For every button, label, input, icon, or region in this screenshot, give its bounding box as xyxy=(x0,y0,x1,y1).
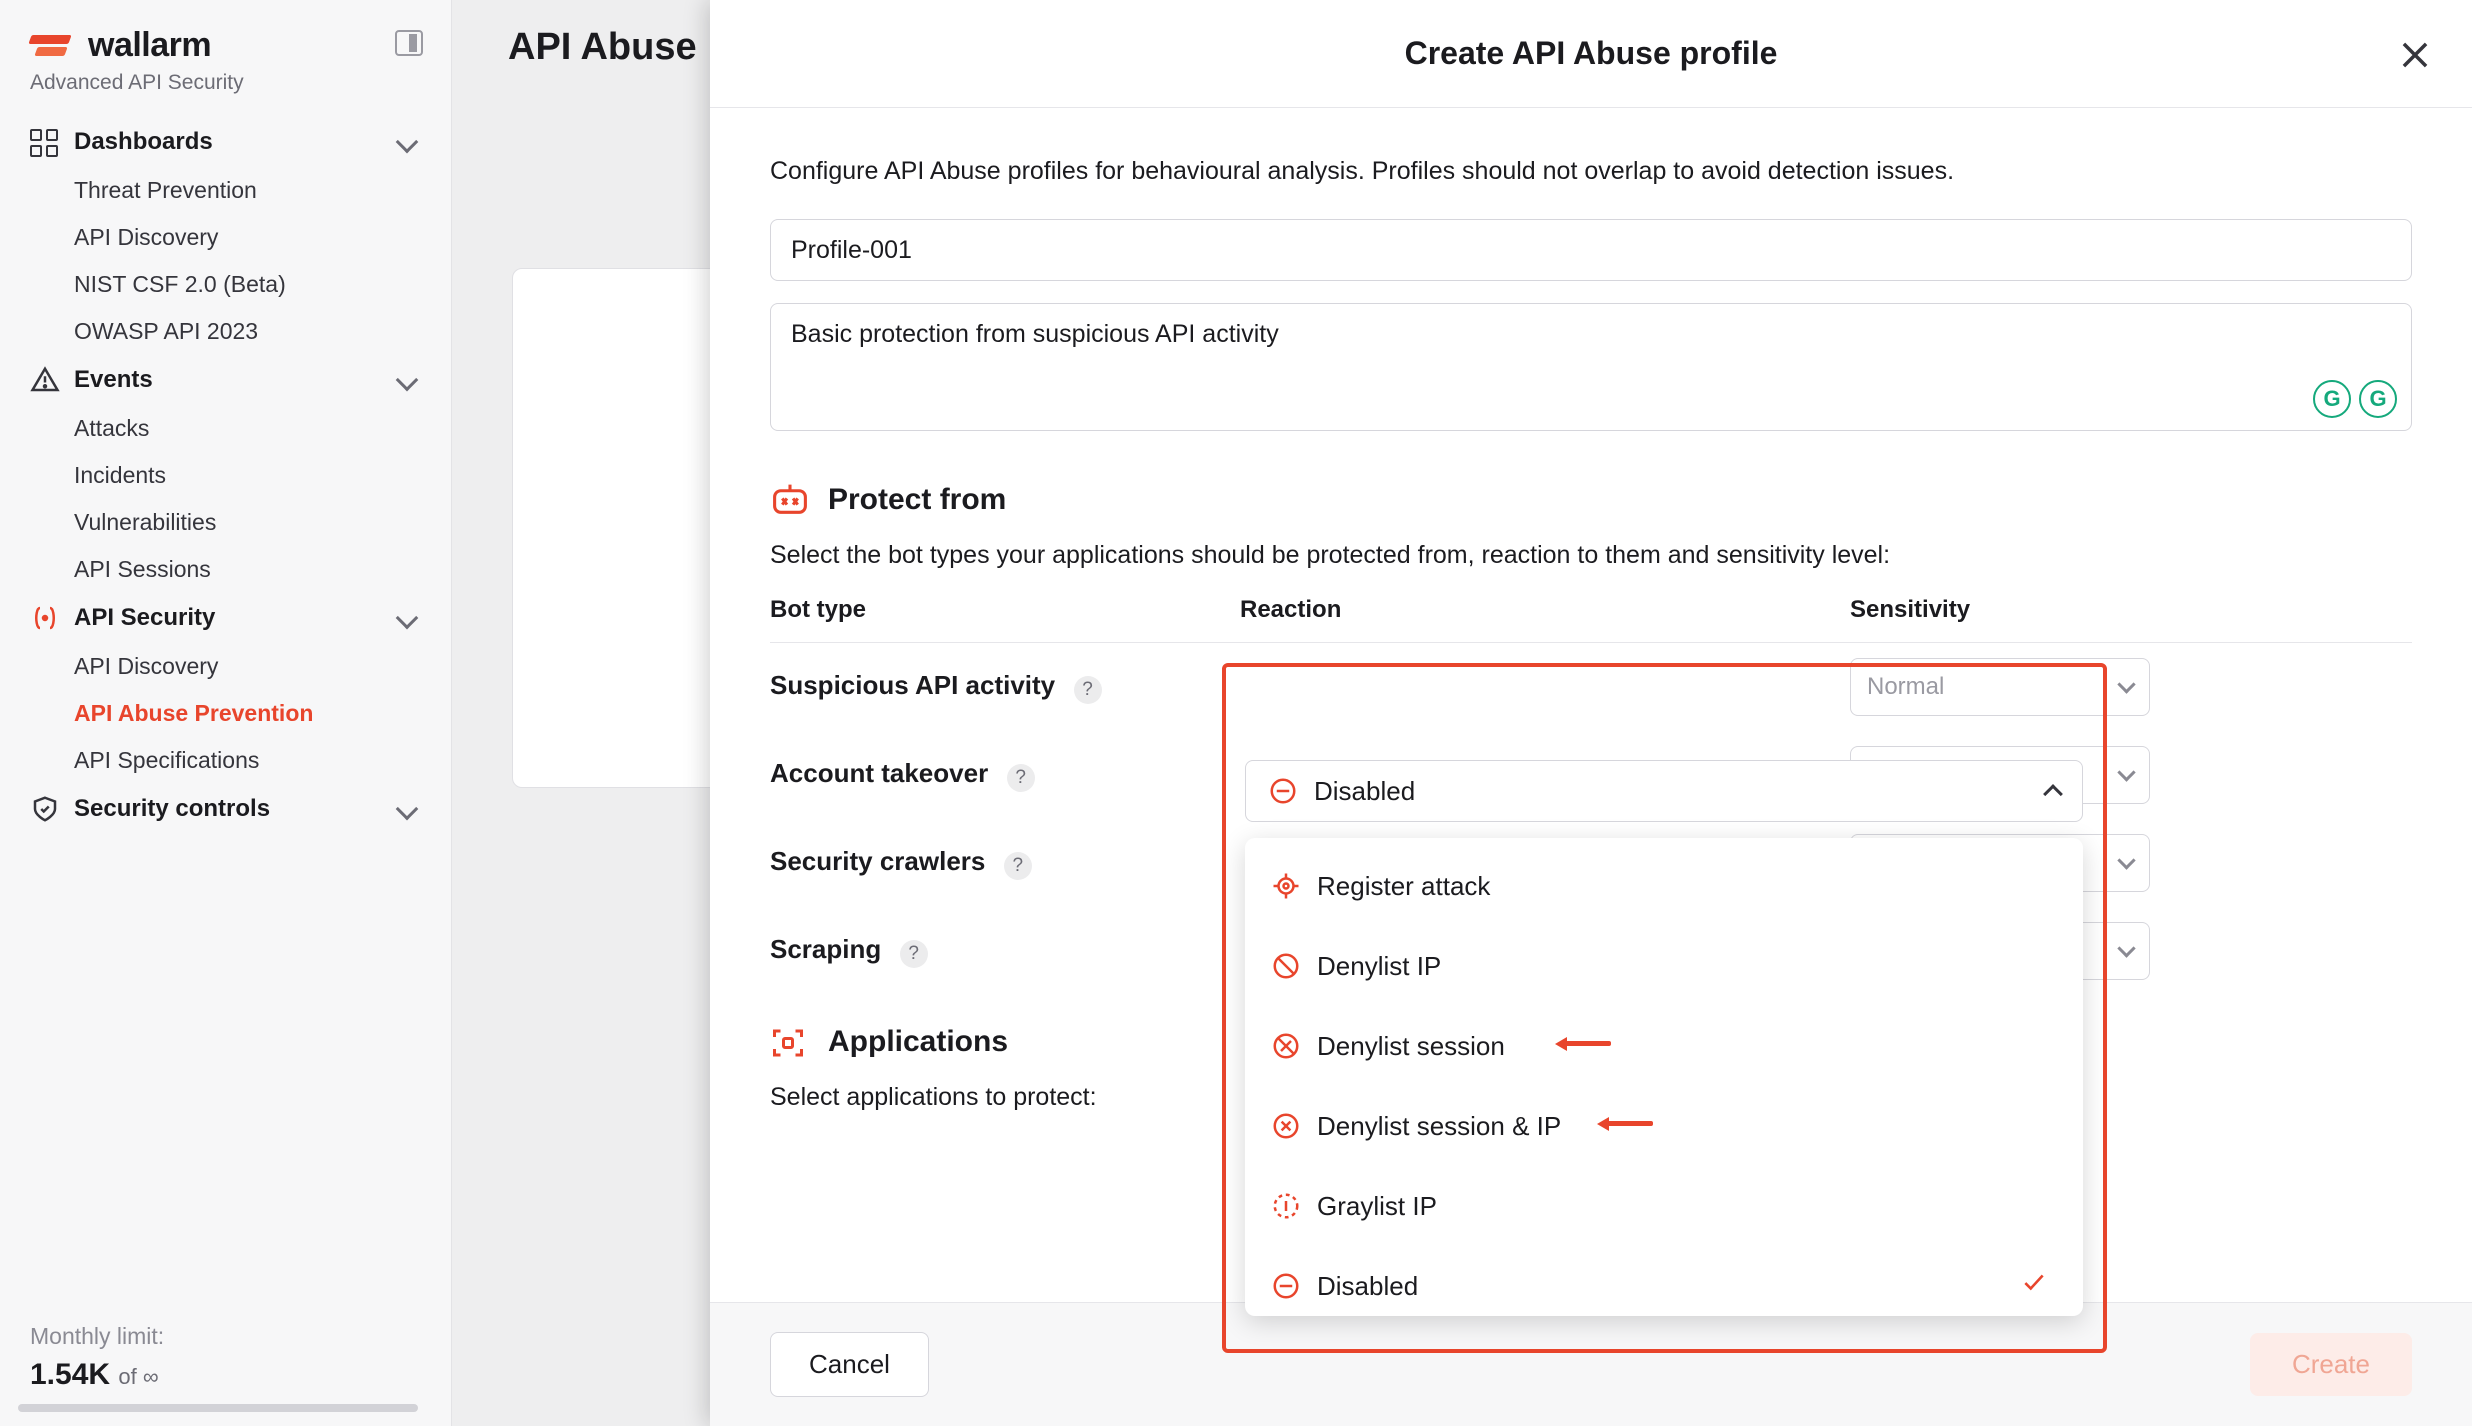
dropdown-option-label: Disabled xyxy=(1317,1270,1419,1301)
dropdown-option-label: Denylist session & IP xyxy=(1317,1110,1562,1141)
applications-icon xyxy=(770,1025,810,1059)
disabled-icon xyxy=(1271,1271,1301,1301)
graylist-ip-icon xyxy=(1271,1191,1301,1221)
bot-type-cell xyxy=(770,758,1240,792)
table-row xyxy=(770,643,2412,731)
sidebar-item-incidents[interactable]: Incidents xyxy=(74,462,167,488)
chevron-down-icon[interactable] xyxy=(396,131,419,154)
modal-title: Create API Abuse profile xyxy=(1404,35,1778,71)
bot-type-cell xyxy=(770,846,1240,880)
chevron-down-icon[interactable] xyxy=(396,798,419,821)
protect-from-section-header xyxy=(770,483,2412,517)
bot-type-cell xyxy=(770,670,1240,704)
denylist-session-ip-icon xyxy=(1271,1111,1301,1141)
sidebar-item-vulnerabilities[interactable]: Vulnerabilities xyxy=(74,509,217,535)
column-header-reaction: Reaction xyxy=(1240,596,1342,623)
applications-title: Applications xyxy=(828,1025,1009,1058)
monthly-limit-value: 1.54K xyxy=(30,1358,111,1391)
sidebar xyxy=(0,0,452,1426)
sidebar-item-api-abuse-prevention[interactable]: API Abuse Prevention xyxy=(74,700,314,726)
grammarly-premium-icon[interactable]: G xyxy=(2313,380,2351,418)
dropdown-option-label: Denylist IP xyxy=(1317,950,1442,981)
sidebar-tagline: Advanced API Security xyxy=(30,71,244,94)
dropdown-option-label: Denylist session xyxy=(1317,1030,1505,1061)
table-header xyxy=(770,596,2412,643)
monthly-limit-label: Monthly limit: xyxy=(30,1323,165,1349)
denylist-session-icon xyxy=(1271,1031,1301,1061)
reaction-select-trigger[interactable] xyxy=(1245,760,2083,822)
applications-subtitle: Select applications to protect: xyxy=(770,1083,1097,1111)
help-icon[interactable]: ? xyxy=(1004,852,1032,880)
profile-description-input[interactable] xyxy=(770,303,2412,431)
annotation-arrow-denylist-session-ip xyxy=(1597,1117,1659,1131)
sidebar-group-label: API Security xyxy=(74,604,216,631)
bot-type-label: Security crawlers xyxy=(770,846,986,877)
api-icon xyxy=(30,603,60,633)
dropdown-option-register-attack[interactable] xyxy=(1245,846,2083,926)
bot-type-label: Account takeover xyxy=(770,758,989,789)
bot-type-cell xyxy=(770,934,1240,968)
sidebar-group-label: Dashboards xyxy=(74,128,213,155)
dropdown-option-label: Register attack xyxy=(1317,870,1491,901)
sidebar-item-api-discovery[interactable]: API Discovery xyxy=(74,653,219,679)
chevron-up-icon xyxy=(2043,784,2063,804)
sidebar-item-api-specifications[interactable]: API Specifications xyxy=(74,747,260,773)
sidebar-group-events[interactable] xyxy=(0,355,451,405)
profile-description-value: Basic protection from suspicious API activity xyxy=(791,320,1279,348)
profile-name-input[interactable]: Profile-001 xyxy=(770,219,2412,281)
grammarly-icon[interactable]: G xyxy=(2359,380,2397,418)
denylist-ip-icon xyxy=(1271,951,1301,981)
protect-from-subtitle: Select the bot types your applications should be protected from, reaction to them and sensitivity level: xyxy=(770,541,1891,569)
sidebar-group-label: Security controls xyxy=(74,795,271,822)
sidebar-group-security-controls[interactable] xyxy=(0,784,451,834)
grammarly-badges xyxy=(2313,380,2397,418)
sidebar-horizontal-scrollbar[interactable] xyxy=(18,1404,418,1412)
sidebar-item-threat-prevention[interactable]: Threat Prevention xyxy=(74,177,257,203)
chevron-down-icon[interactable] xyxy=(396,369,419,392)
create-button[interactable]: Create xyxy=(2250,1333,2412,1396)
modal-intro-text: Configure API Abuse profiles for behavioural analysis. Profiles should not overlap to avoid detection issues. xyxy=(770,157,1955,185)
sidebar-item-api-discovery-dash[interactable]: API Discovery xyxy=(74,224,219,250)
sidebar-group-api-security[interactable] xyxy=(0,593,451,643)
sidebar-group-dashboards[interactable] xyxy=(0,117,451,167)
sidebar-nav xyxy=(0,117,451,834)
dropdown-option-label: Graylist IP xyxy=(1317,1190,1437,1221)
sidebar-group-label: Events xyxy=(74,366,153,393)
dropdown-option-denylist-ip[interactable] xyxy=(1245,926,2083,1006)
chevron-down-icon xyxy=(2117,851,2135,869)
dropdown-option-denylist-session[interactable] xyxy=(1245,1006,2083,1086)
sensitivity-value: Normal xyxy=(1867,673,1945,700)
target-icon xyxy=(1271,871,1301,901)
protect-from-title: Protect from xyxy=(828,483,1007,516)
collapse-sidebar-icon[interactable] xyxy=(395,30,423,56)
warning-icon xyxy=(30,365,60,395)
monthly-limit-suffix: of ∞ xyxy=(118,1364,159,1389)
chevron-down-icon xyxy=(2117,675,2135,693)
chevron-down-icon xyxy=(2117,939,2135,957)
chevron-down-icon xyxy=(2117,763,2135,781)
reaction-select-value: Disabled xyxy=(1314,775,1416,806)
sidebar-item-api-sessions[interactable]: API Sessions xyxy=(74,556,211,582)
help-icon[interactable]: ? xyxy=(1074,676,1102,704)
sidebar-item-owasp-api-2023[interactable]: OWASP API 2023 xyxy=(74,318,259,344)
help-icon[interactable]: ? xyxy=(900,940,928,968)
grid-icon xyxy=(30,127,60,157)
check-icon xyxy=(2019,1269,2049,1303)
sidebar-item-nist-csf[interactable]: NIST CSF 2.0 (Beta) xyxy=(74,271,286,297)
bot-type-label: Scraping xyxy=(770,934,882,965)
bot-type-label: Suspicious API activity xyxy=(770,670,1056,701)
chevron-down-icon[interactable] xyxy=(396,607,419,630)
brand-name: wallarm xyxy=(88,26,212,64)
sensitivity-select[interactable] xyxy=(1850,658,2150,716)
column-header-sensitivity: Sensitivity xyxy=(1850,596,1971,623)
dropdown-option-graylist-ip[interactable] xyxy=(1245,1166,2083,1246)
help-icon[interactable]: ? xyxy=(1007,764,1035,792)
page-title: API Abuse xyxy=(508,26,697,68)
reaction-dropdown-menu xyxy=(1245,838,2083,1316)
cancel-button[interactable]: Cancel xyxy=(770,1332,929,1397)
dropdown-option-disabled[interactable] xyxy=(1245,1246,2083,1326)
wallarm-logo-icon xyxy=(30,31,76,61)
dropdown-option-denylist-session-ip[interactable] xyxy=(1245,1086,2083,1166)
sidebar-item-attacks[interactable]: Attacks xyxy=(74,415,150,441)
disabled-icon xyxy=(1268,776,1298,806)
close-icon[interactable] xyxy=(2396,36,2434,74)
sensitivity-cell xyxy=(1850,658,2180,716)
annotation-arrow-denylist-session xyxy=(1555,1037,1617,1051)
bot-icon xyxy=(770,483,810,517)
column-header-bot-type: Bot type xyxy=(770,596,866,623)
sidebar-header xyxy=(0,0,451,65)
modal-header xyxy=(710,0,2472,108)
shield-icon xyxy=(30,794,60,824)
